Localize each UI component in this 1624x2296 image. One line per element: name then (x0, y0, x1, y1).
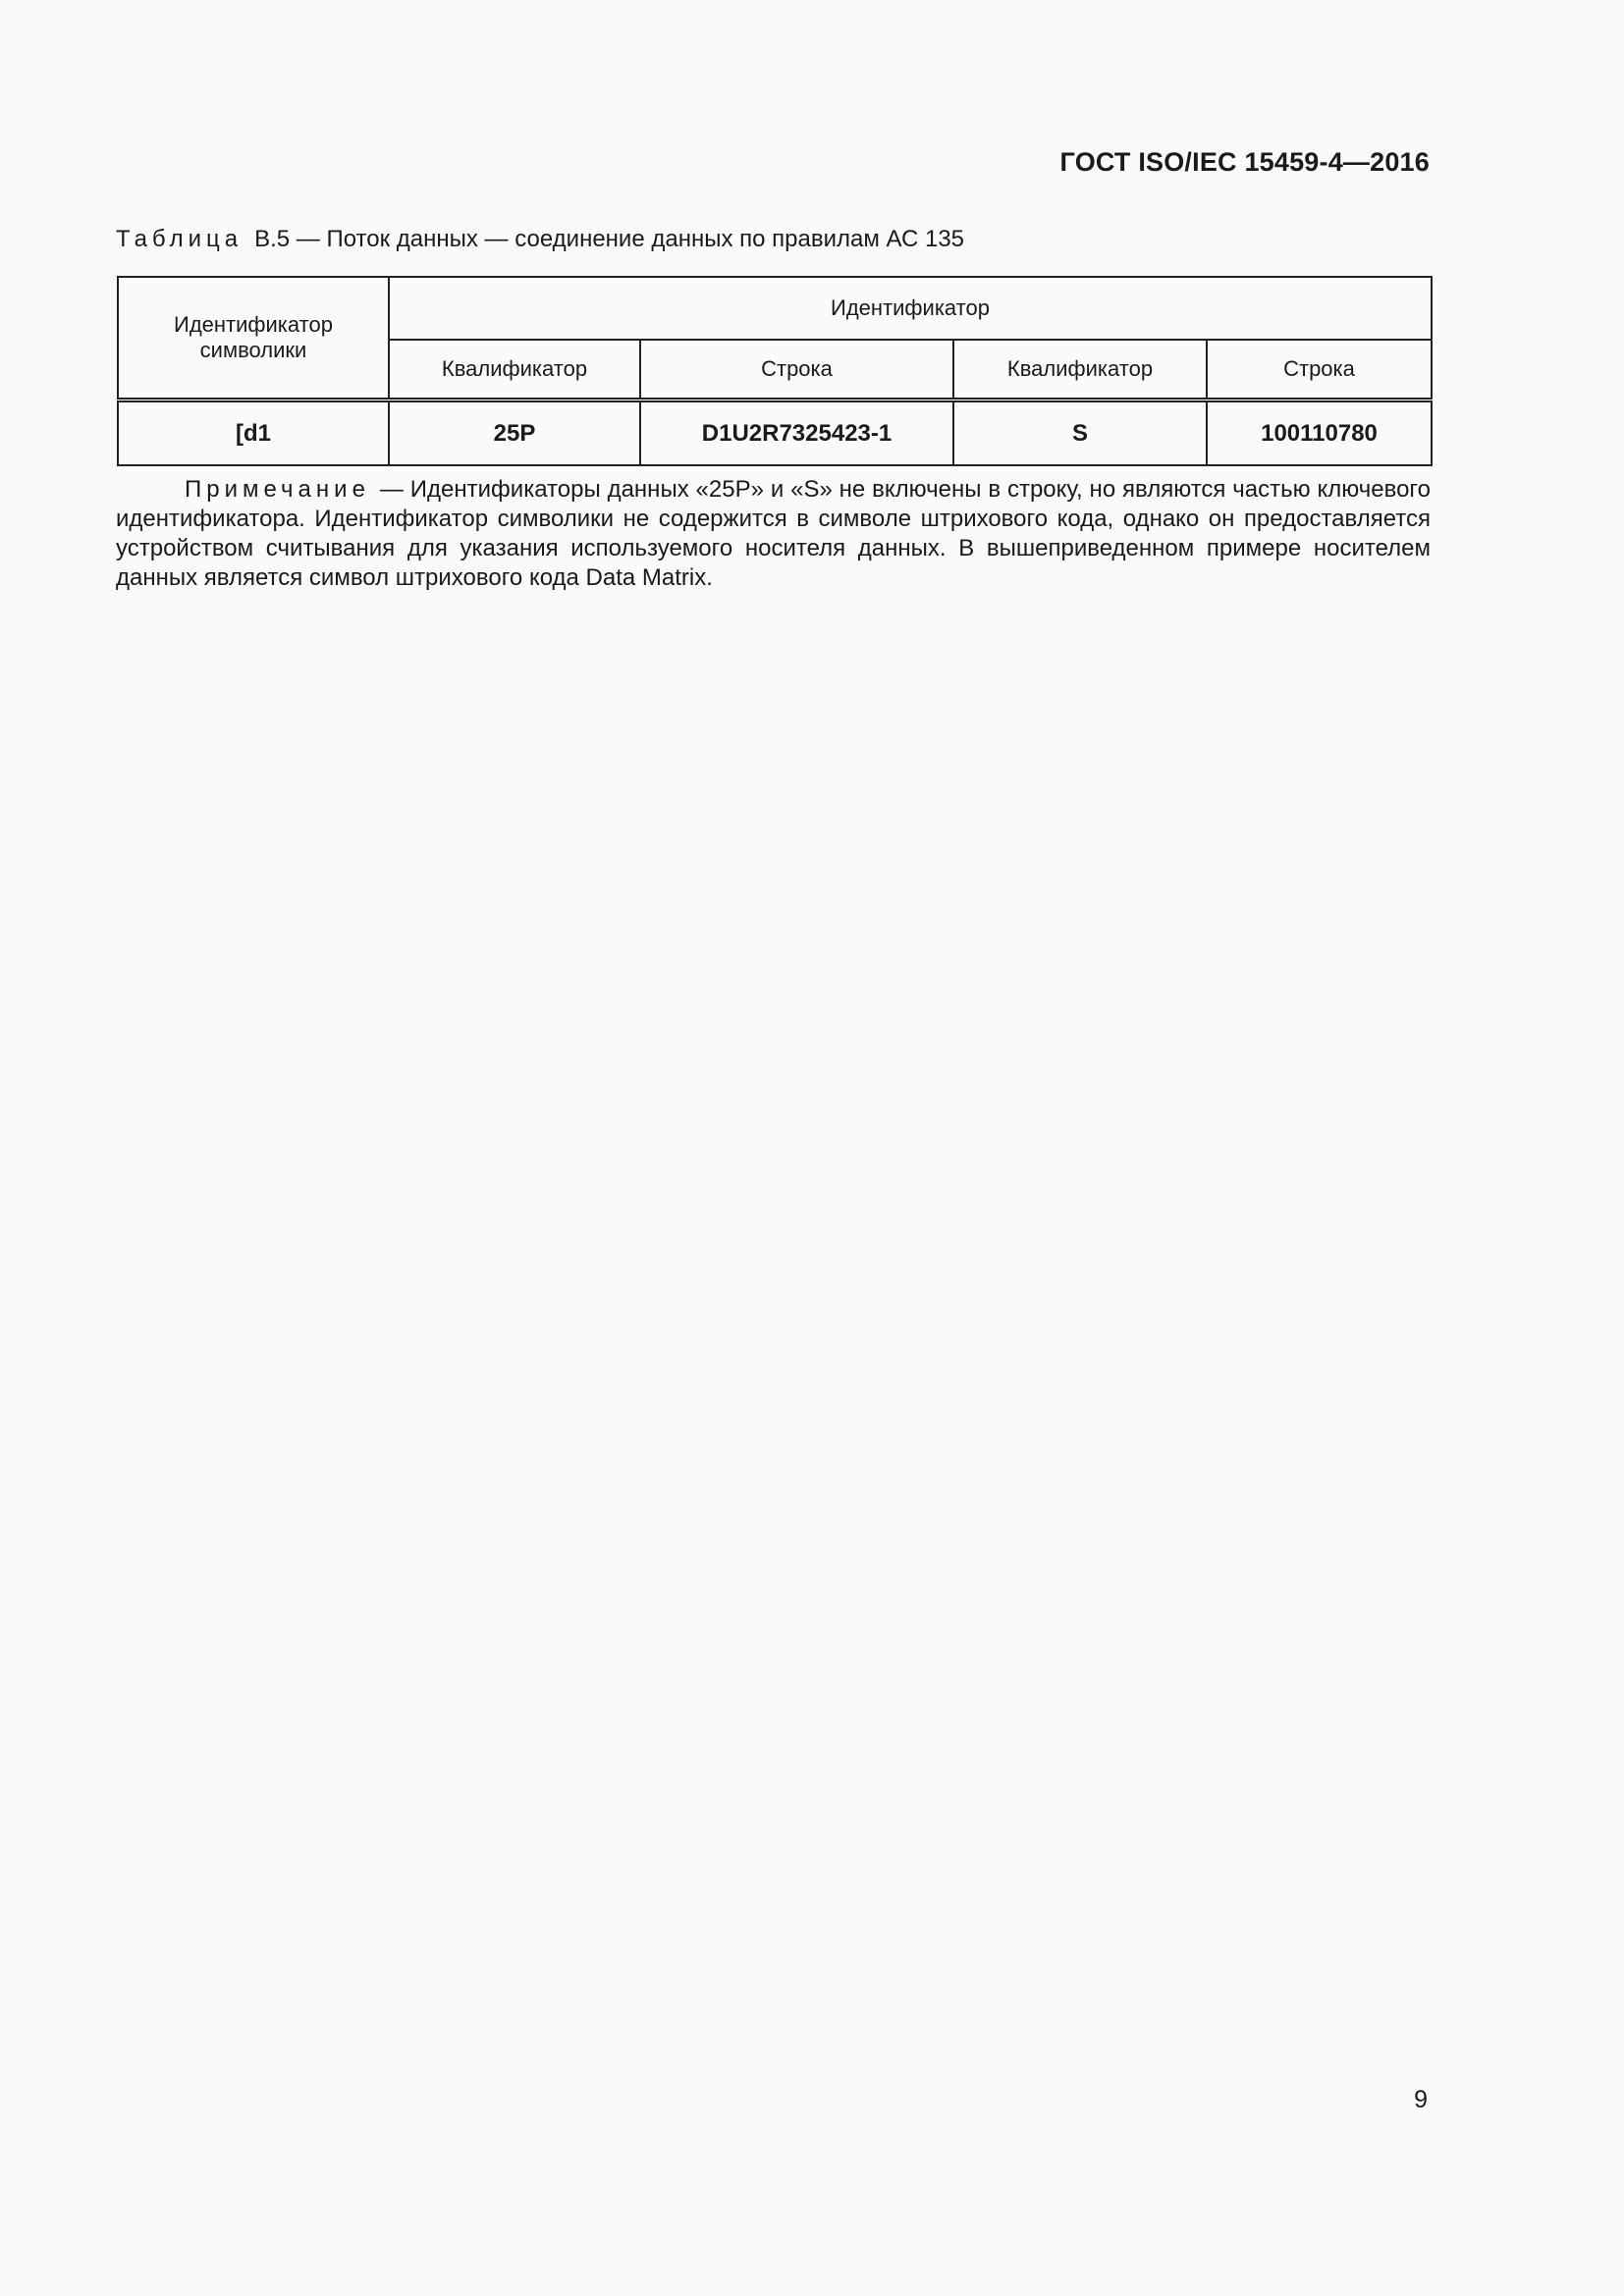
table-caption-text: В.5 — Поток данных — соединение данных по правилам АС 135 (254, 226, 965, 252)
table-caption-label: Таблица (116, 226, 244, 252)
header-identifier-group: Идентификатор (389, 277, 1432, 340)
subheader-qualifier-1: Квалификатор (389, 340, 640, 400)
table-note (116, 475, 1431, 593)
table-row (118, 400, 1432, 466)
cell-string-2: 100110780 (1207, 400, 1432, 466)
table-header-row (118, 277, 1432, 340)
data-stream-table (117, 276, 1433, 466)
cell-string-1: D1U2R7325423-1 (640, 400, 953, 466)
header-symbology-identifier: Идентификатор символики (118, 277, 389, 400)
subheader-string-2: Строка (1207, 340, 1432, 400)
subheader-qualifier-2: Квалификатор (953, 340, 1207, 400)
cell-qualifier-2: S (953, 400, 1207, 466)
page-number: 9 (1414, 2086, 1428, 2113)
subheader-string-1: Строка (640, 340, 953, 400)
cell-symbology-identifier: [d1 (118, 400, 389, 466)
document-code: ГОСТ ISO/IEC 15459-4—2016 (1059, 147, 1430, 177)
note-label: Примечание (185, 476, 370, 503)
cell-qualifier-1: 25P (389, 400, 640, 466)
note-text: — Идентификаторы данных «25P» и «S» не включены в строку, но являются частью ключевого идентификатора. Идентификатор символики не содержится в символе штрихового кода, однако он предоставляется устройством считывания для указания используемого носителя данных. В вышеприведенном примере носителем данных является символ штрихового кода Data Matrix. (116, 476, 1431, 591)
table-caption (116, 226, 964, 253)
